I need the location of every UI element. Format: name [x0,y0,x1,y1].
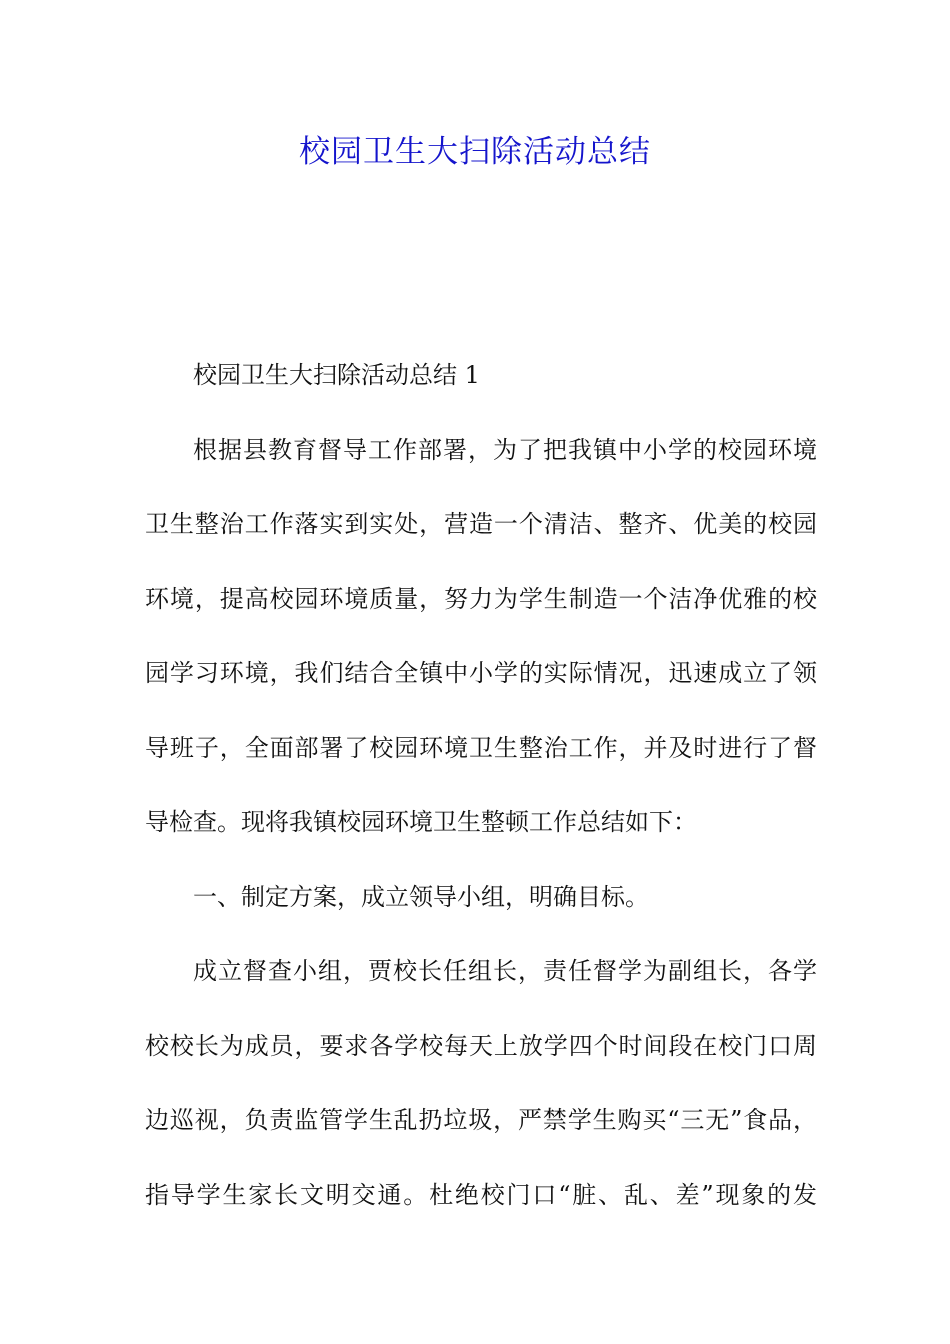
paragraph-2 [145,860,817,935]
section-heading: 校园卫生大扫除活动总结 1 [193,361,480,389]
paragraph-3 [145,934,817,1232]
paragraph-1 [145,413,817,860]
paragraph-line: 边巡视，负责监管学生乱扔垃圾，严禁学生购买“三无”食品， [145,1106,817,1134]
paragraph-line: 一、制定方案，成立领导小组，明确目标。 [193,882,649,911]
paragraph-line: 成立督查小组，贾校长任组长，责任督学为副组长，各学 [193,957,817,985]
paragraph-line: 校校长为成员，要求各学校每天上放学四个时间段在校门口周 [145,1031,817,1060]
paragraph-line: 卫生整治工作落实到实处，营造一个清洁、整齐、优美的校园 [145,510,817,538]
paragraph-line: 导班子，全面部署了校园环境卫生整治工作，并及时进行了督 [145,733,817,762]
paragraph-line: 园学习环境，我们结合全镇中小学的实际情况，迅速成立了领 [145,659,817,687]
section-heading-paragraph [145,338,817,413]
paragraph-line: 指导学生家长文明交通。杜绝校门口“脏、乱、差”现象的发 [145,1180,817,1209]
paragraph-line: 导检查。现将我镇校园环境卫生整顿工作总结如下： [145,808,697,836]
document-body [145,338,817,1232]
document-title: 校园卫生大扫除活动总结 [299,134,651,170]
paragraph-line: 环境，提高校园环境质量，努力为学生制造一个洁净优雅的校 [145,584,817,613]
paragraph-line: 根据县教育督导工作部署，为了把我镇中小学的校园环境 [193,435,817,464]
